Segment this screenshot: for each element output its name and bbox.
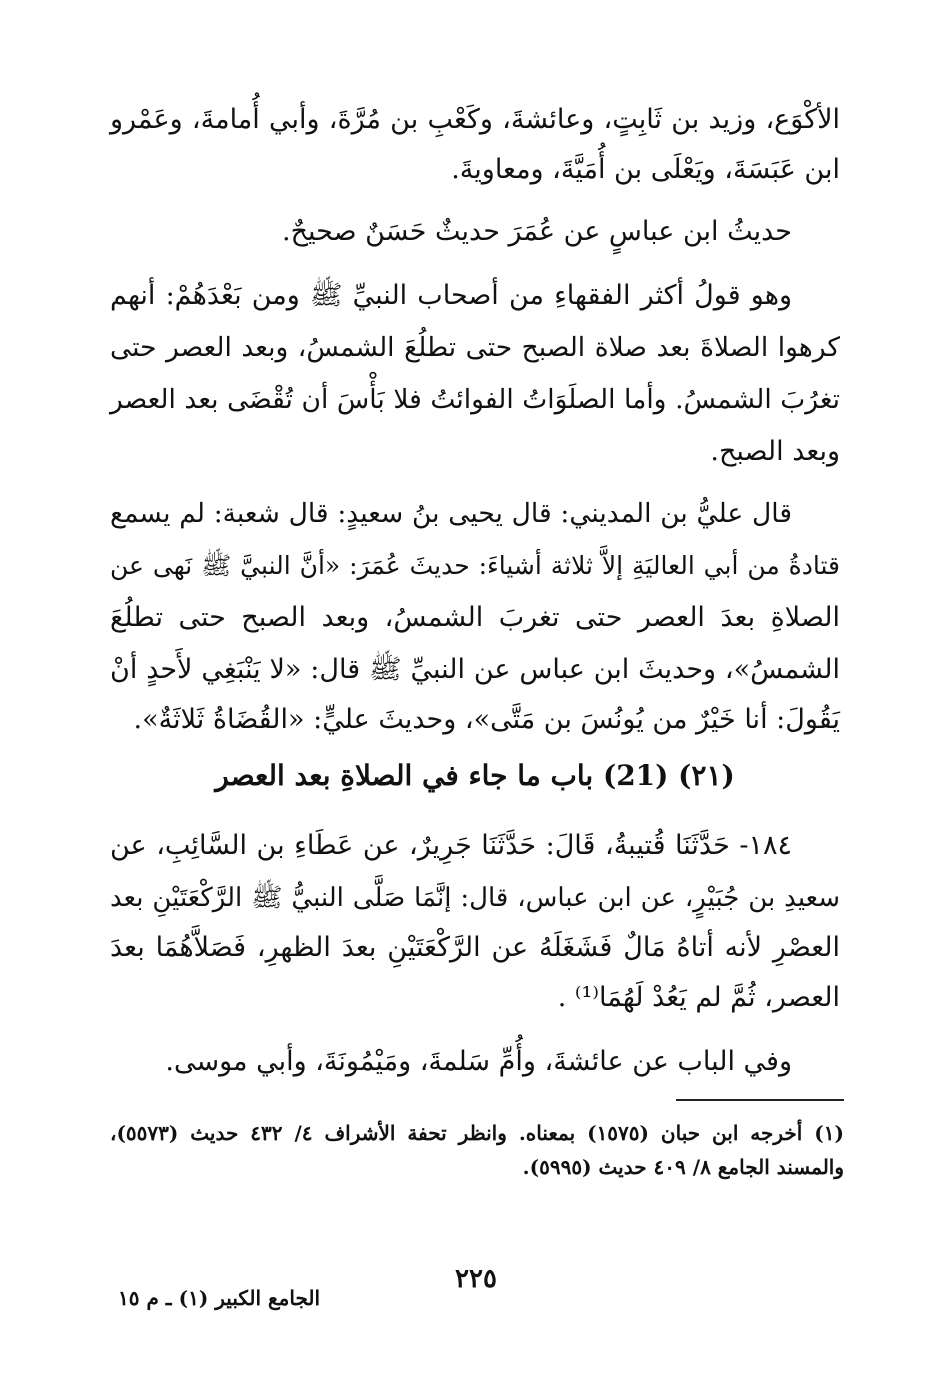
footnote-line: (١) أخرجه ابن حبان (١٥٧٥) بمعناه. وانظر تحفة الأشراف ٤/ ٤٣٢ حديث (٥٥٧٣)، bbox=[110, 1121, 844, 1145]
text-line: تغرُبَ الشمسُ. وأما الصلَوَاتُ الفوائتُ فلا بَأْسَ أن تُقْضَى بعد العصر bbox=[110, 384, 840, 415]
text-line: قال عليُّ بن المديني: قال يحيى بنُ سعيدٍ: قال شعبة: لم يسمع bbox=[110, 498, 792, 529]
chapter-heading: (٢١) (21) باب ما جاء في الصلاةِ بعد العصر bbox=[215, 759, 735, 792]
hadith-line: ١٨٤- حَدَّثَنَا قُتيبةُ، قَالَ: حَدَّثَنَا جَرِيرٌ، عن عَطَاءِ بن السَّائِبِ، عن bbox=[110, 830, 792, 861]
text-line: يَقُولَ: أنا خَيْرٌ من يُونُسَ بن مَتَّى»، وحديثَ عليٍّ: «القُضَاةُ ثَلاثَةٌ». bbox=[133, 704, 840, 735]
text-line: كرهوا الصلاةَ بعد صلاة الصبح حتى تطلُعَ الشمسُ، وبعد العصر حتى bbox=[110, 332, 840, 363]
text-line: الشمسُ»، وحديثَ ابن عباس عن النبيِّ ﷺ قال: «لا يَنْبَغِي لأَحدٍ أنْ bbox=[110, 654, 840, 685]
text-line: وهو قولُ أكثر الفقهاءِ من أصحاب النبيِّ ﷺ ومن بَعْدَهُمْ: أنهم bbox=[110, 280, 792, 311]
text-line: الأكْوَع، وزيد بن ثَابِتٍ، وعائشةَ، وكَعْبِ بن مُرَّةَ، وأبي أُمامةَ، وعَمْرو bbox=[110, 104, 840, 135]
text-line: قتادةُ من أبي العاليَةِ إلاَّ ثلاثة أشياءَ: حديثَ عُمَرَ: «أنَّ النبيَّ ﷺ نَهى عن bbox=[110, 551, 840, 580]
signature-mark: الجامع الكبير (١) ـ م ١٥ bbox=[118, 1286, 321, 1310]
text-line: ابن عَبَسَةَ، ويَعْلَى بن أُمَيَّةَ، ومعاويةَ. bbox=[451, 154, 840, 185]
text-line: وفي الباب عن عائشةَ، وأُمِّ سَلمةَ، ومَيْمُونَةَ، وأبي موسى. bbox=[165, 1046, 792, 1077]
hadith-line: العصْرِ لأنه أتاهُ مَالٌ فَشَغَلَهُ عن الرَّكْعَتَيْنِ بعدَ الظهرِ، فَصَلاَّهُمَا بعدَ bbox=[110, 932, 840, 963]
hadith-line: سعيدِ بن جُبَيْرٍ، عن ابن عباس، قال: إنَّمَا صَلَّى النبيُّ ﷺ الرَّكْعَتَيْنِ بعد bbox=[110, 883, 840, 913]
footnote-divider bbox=[676, 1099, 844, 1101]
text-line: وبعد الصبح. bbox=[710, 436, 840, 467]
footnote-line: والمسند الجامع ٨/ ٤٠٩ حديث (٥٩٩٥). bbox=[522, 1155, 844, 1179]
hadith-line: العصر، ثُمَّ لم يَعُدْ لَهُمَا⁽¹⁾ . bbox=[557, 982, 840, 1013]
text-line: الصلاةِ بعدَ العصر حتى تغربَ الشمسُ، وبعد الصبح حتى تطلُعَ bbox=[110, 602, 840, 633]
hadith-grading: حديثُ ابن عباسٍ عن عُمَرَ حديثٌ حَسَنٌ صحيحٌ. bbox=[282, 216, 792, 247]
page-number: ٢٢٥ bbox=[455, 1264, 497, 1294]
